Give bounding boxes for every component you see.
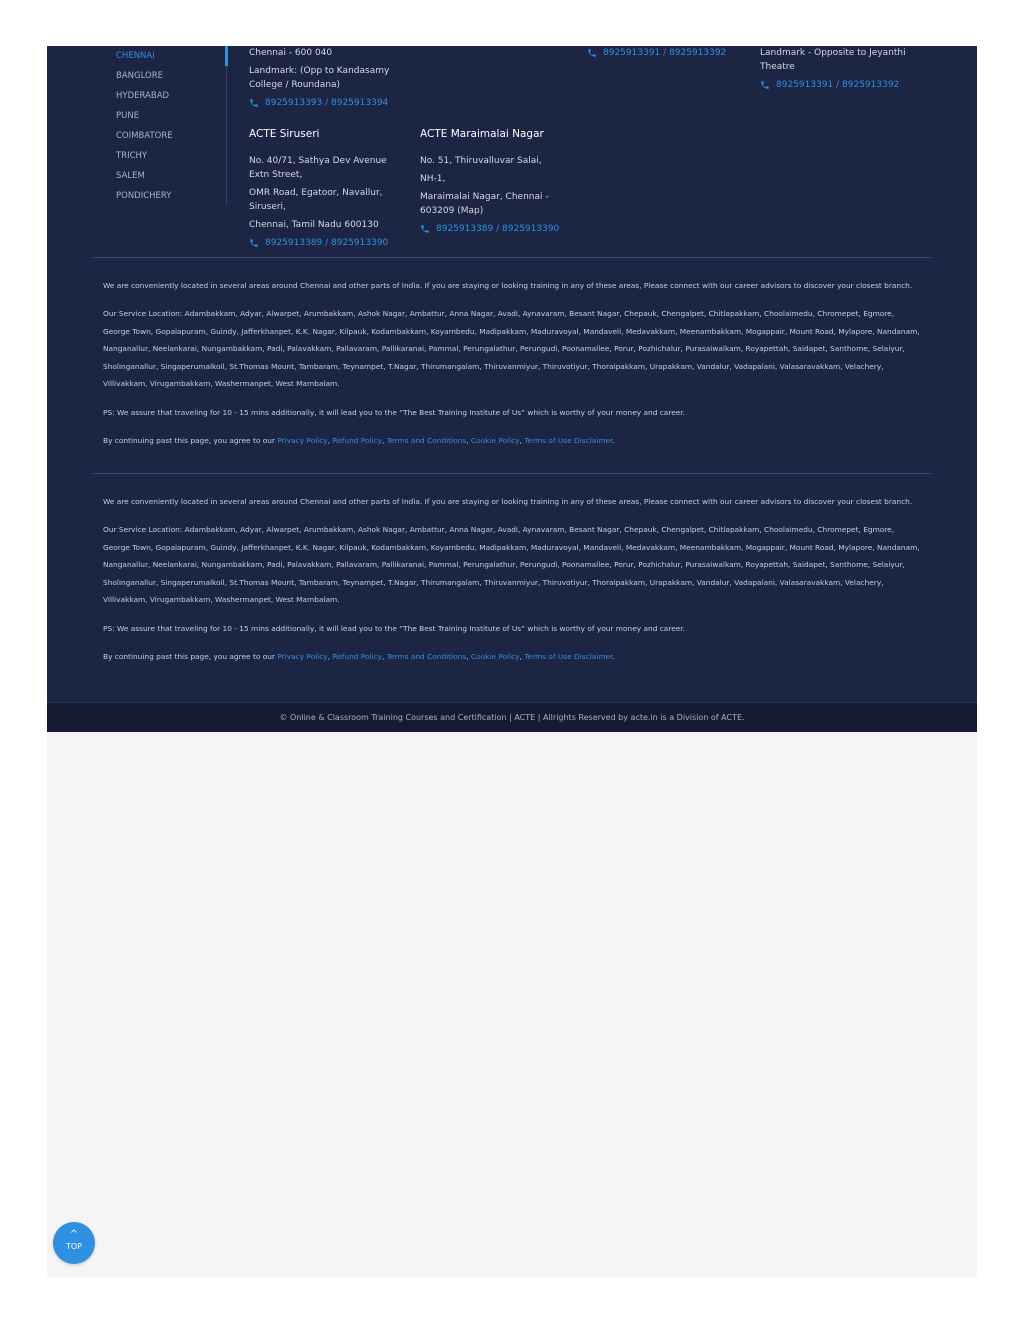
phone-icon bbox=[420, 224, 430, 234]
scroll-to-top-button[interactable] bbox=[53, 1222, 95, 1264]
policy-agreement bbox=[103, 432, 923, 450]
branch-card-siruseri bbox=[249, 127, 397, 250]
branch-phone-link[interactable] bbox=[760, 78, 920, 92]
service-location-text: Our Service Location: Adambakkam, Adyar, Alwarpet, Arumbakkam, Ashok Nagar, Ambattur, Anna Nagar, Avadi, Aynavaram, Besant Nagar, Chepauk, Chengalpet, Chitlapakkam, Choolaimedu, Chromepet, Egmore, George Town, Gopalapuram, Guindy, Jafferkhanpet, K.K. Nagar, Kilpauk, Kodambakkam, Koyambedu, Madipakkam, Maduravoyal, Mandaveli, Medavakkam, Meenambakkam, Mogappair, Mount Road, Mylapore, Nandanam, Nanganallur, Neelankarai, Nungambakkam, Padi, Palavakkam, Pallavaram, Pallikaranai, Pammal, Perungalathur, Perungudi, Poonamallee, Porur, Pozhichalur, Purasaiwalkam, Royapettah, Saidapet, Santhome, Selaiyur, Sholinganallur, Singaperumalkoil, St.Thomas Mount, Tambaram, Teynampet, T.Nagar, Thirumangalam, Thiruvanmiyur, Thiruvotiyur, Thoraipakkam, Urapakkam, Vandalur, Vadapalani, Valasaravakkam, Velachery, Villivakkam, Virugambakkam, Washermanpet, West Mambalam. bbox=[103, 525, 920, 605]
branch-phone-link[interactable] bbox=[587, 46, 747, 60]
refund-policy-link[interactable]: Refund Policy bbox=[332, 435, 383, 445]
privacy-policy-link[interactable]: Privacy Policy bbox=[277, 435, 328, 445]
branch-phone-link[interactable] bbox=[420, 222, 570, 236]
footer bbox=[47, 46, 977, 731]
active-city-indicator bbox=[225, 46, 228, 66]
branch-card-top-a bbox=[249, 46, 409, 110]
locations-intro: We are conveniently located in several areas around Chennai and other parts of India. If you are staying or looking training in any of these areas, Please connect with our career advisors to discover your closest branch. bbox=[103, 497, 913, 506]
city-item-pondichery[interactable]: PONDICHERY bbox=[116, 191, 172, 201]
terms-conditions-link[interactable]: Terms and Conditions bbox=[386, 435, 467, 445]
branch-card-top-c bbox=[760, 46, 920, 92]
scroll-to-top-label: TOP bbox=[65, 1242, 82, 1251]
branch-address-line: Landmark - Opposite to Jeyanthi Theatre bbox=[760, 48, 906, 72]
branch-address-line: No. 51, Thiruvalluvar Salai, bbox=[420, 156, 542, 166]
page-background bbox=[47, 731, 977, 1277]
city-item-banglore[interactable]: BANGLORE bbox=[116, 71, 163, 81]
separator: , bbox=[466, 435, 471, 445]
separator: . bbox=[612, 435, 615, 445]
agree-prefix: By continuing past this page, you agree to our bbox=[103, 651, 278, 661]
section-divider bbox=[93, 473, 931, 474]
branch-phone-number: 8925913389 / 8925913390 bbox=[436, 224, 560, 234]
branch-phone-number: 8925913391 / 8925913392 bbox=[603, 48, 727, 58]
branch-phone-link[interactable] bbox=[249, 236, 397, 250]
separator: , bbox=[327, 651, 333, 661]
phone-icon bbox=[249, 238, 259, 248]
city-item-salem[interactable]: SALEM bbox=[116, 171, 145, 181]
branch-phone-number: 8925913391 / 8925913392 bbox=[776, 80, 900, 90]
city-list-divider bbox=[226, 46, 227, 206]
branch-address-line: Maraimalai Nagar, Chennai - 603209 (Map) bbox=[420, 192, 549, 216]
branch-phone-number: 8925913393 / 8925913394 bbox=[265, 98, 389, 108]
locations-intro: We are conveniently located in several areas around Chennai and other parts of India. If you are staying or looking training in any of these areas, Please connect with our career advisors to discover your closest branch. bbox=[103, 281, 913, 290]
locations-info-block bbox=[103, 493, 923, 676]
city-item-coimbatore[interactable]: COIMBATORE bbox=[116, 131, 173, 141]
chevron-up-icon: ^ bbox=[69, 1229, 79, 1240]
separator: , bbox=[382, 435, 387, 445]
ps-note: PS: We assure that traveling for 10 - 15 mins additionally, it will lead you to the “The Best Training Institute of Us” which is worthy of your money and career. bbox=[103, 407, 686, 417]
policy-agreement bbox=[103, 648, 923, 666]
separator: , bbox=[466, 651, 471, 661]
separator: , bbox=[519, 651, 525, 661]
phone-icon bbox=[249, 98, 259, 108]
branch-phone-link[interactable] bbox=[249, 96, 409, 110]
branch-title: ACTE Siruseri bbox=[249, 128, 320, 140]
separator: , bbox=[519, 435, 525, 445]
separator: , bbox=[382, 651, 387, 661]
city-item-trichy[interactable]: TRICHY bbox=[116, 151, 148, 161]
branch-address-line: OMR Road, Egatoor, Navallur, Siruseri, bbox=[249, 188, 383, 212]
city-item-chennai[interactable]: CHENNAI bbox=[116, 51, 155, 61]
phone-icon bbox=[760, 80, 770, 90]
section-divider bbox=[93, 257, 931, 258]
branch-address-line: No. 40/71, Sathya Dev Avenue Extn Street, bbox=[249, 156, 387, 180]
separator: , bbox=[327, 435, 333, 445]
refund-policy-link[interactable]: Refund Policy bbox=[332, 651, 383, 661]
terms-conditions-link[interactable]: Terms and Conditions bbox=[386, 651, 467, 661]
branch-card-maraimalai-nagar bbox=[420, 127, 570, 236]
locations-info-block bbox=[103, 277, 923, 460]
ps-note: PS: We assure that traveling for 10 - 15 mins additionally, it will lead you to the “The Best Training Institute of Us” which is worthy of your money and career. bbox=[103, 623, 686, 633]
branch-address-line: Chennai - 600 040 bbox=[249, 48, 333, 58]
city-item-hyderabad[interactable]: HYDERABAD bbox=[116, 91, 170, 101]
city-list bbox=[116, 50, 229, 210]
branch-address-line: Chennai, Tamil Nadu 600130 bbox=[249, 220, 379, 230]
phone-icon bbox=[587, 48, 597, 58]
copyright-bar bbox=[47, 702, 977, 732]
separator: . bbox=[612, 651, 615, 661]
cookie-policy-link[interactable]: Cookie Policy bbox=[470, 651, 520, 661]
city-item-pune[interactable]: PUNE bbox=[116, 111, 140, 121]
agree-prefix: By continuing past this page, you agree to our bbox=[103, 435, 278, 445]
branch-address-line: Landmark: (Opp to Kandasamy College / Roundana) bbox=[249, 66, 390, 90]
branch-title: ACTE Maraimalai Nagar bbox=[420, 128, 544, 140]
terms-of-use-link[interactable]: Terms of Use Disclaimer bbox=[524, 651, 613, 661]
cookie-policy-link[interactable]: Cookie Policy bbox=[470, 435, 520, 445]
branch-card-top-b bbox=[587, 46, 747, 60]
privacy-policy-link[interactable]: Privacy Policy bbox=[277, 651, 328, 661]
terms-of-use-link[interactable]: Terms of Use Disclaimer bbox=[524, 435, 613, 445]
branch-phone-number: 8925913389 / 8925913390 bbox=[265, 238, 389, 248]
branch-address-line: NH-1, bbox=[420, 174, 446, 184]
service-location-text: Our Service Location: Adambakkam, Adyar, Alwarpet, Arumbakkam, Ashok Nagar, Ambattur, Anna Nagar, Avadi, Aynavaram, Besant Nagar, Chepauk, Chengalpet, Chitlapakkam, Choolaimedu, Chromepet, Egmore, George Town, Gopalapuram, Guindy, Jafferkhanpet, K.K. Nagar, Kilpauk, Kodambakkam, Koyambedu, Madipakkam, Maduravoyal, Mandaveli, Medavakkam, Meenambakkam, Mogappair, Mount Road, Mylapore, Nandanam, Nanganallur, Neelankarai, Nungambakkam, Padi, Palavakkam, Pallavaram, Pallikaranai, Pammal, Perungalathur, Perungudi, Poonamallee, Porur, Pozhichalur, Purasaiwalkam, Royapettah, Saidapet, Santhome, Selaiyur, Sholinganallur, Singaperumalkoil, St.Thomas Mount, Tambaram, Teynampet, T.Nagar, Thirumangalam, Thiruvanmiyur, Thiruvotiyur, Thoraipakkam, Urapakkam, Vandalur, Vadapalani, Valasaravakkam, Velachery, Villivakkam, Virugambakkam, Washermanpet, West Mambalam. bbox=[103, 309, 920, 389]
copyright-text: © Online & Classroom Training Courses and Certification | ACTE | Allrights Reserved by acte.in is a Division of ACTE. bbox=[279, 713, 745, 722]
